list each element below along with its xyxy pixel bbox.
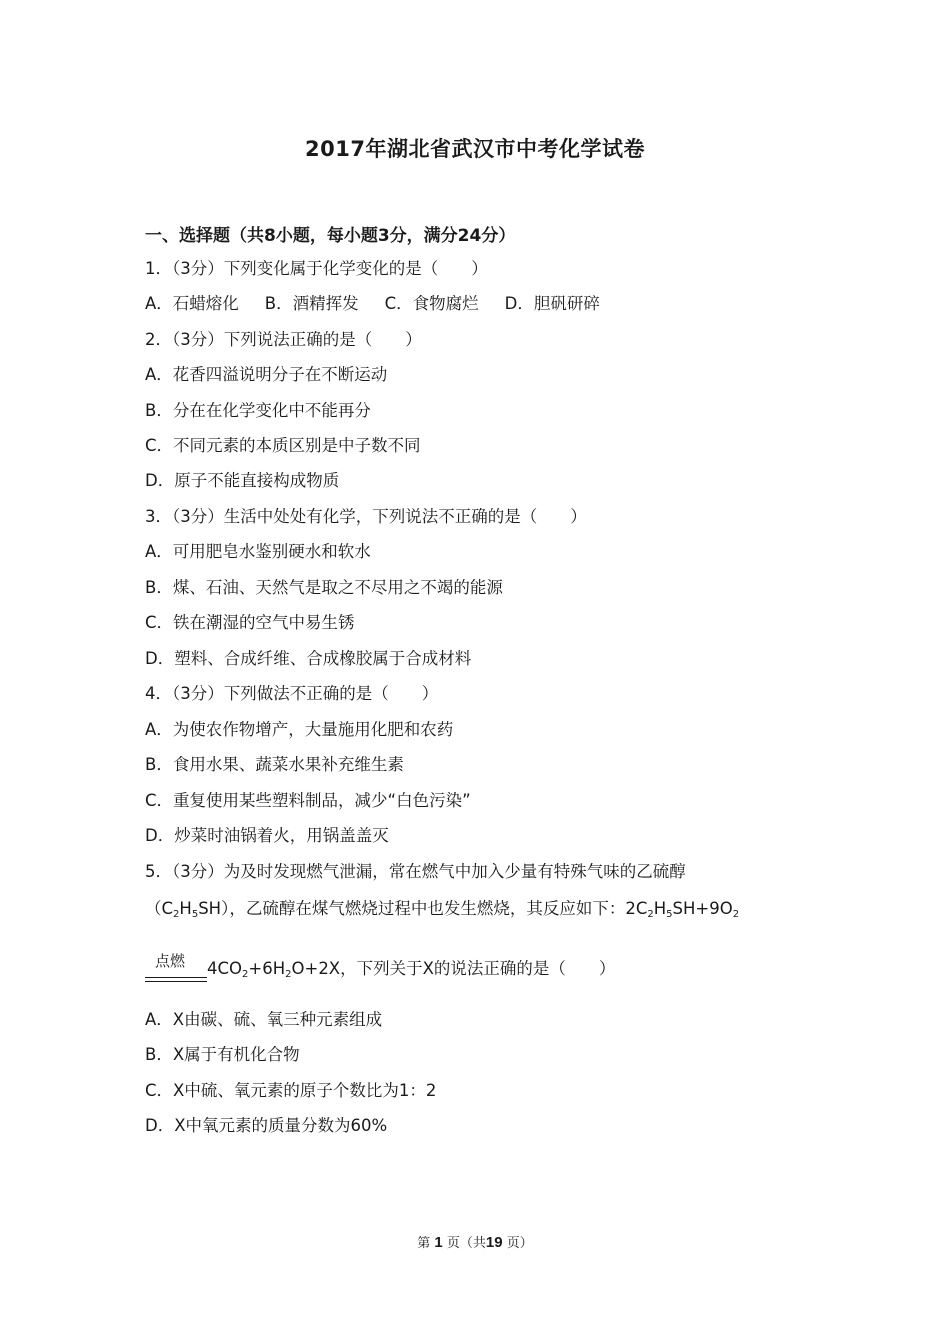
question-4-option-c: C．重复使用某些塑料制品，减少“白色污染”	[145, 791, 471, 810]
question-2-option-d: D．原子不能直接构成物质	[145, 471, 340, 490]
question-5-option-c: C．X中硫、氧元素的原子个数比为1：2	[145, 1081, 437, 1100]
question-1-options	[145, 293, 626, 315]
question-1-option-d: D．胆矾研碎	[504, 294, 600, 313]
question-5-option-b: B．X属于有机化合物	[145, 1045, 300, 1064]
question-1-option-b: B．酒精挥发	[264, 294, 359, 313]
condition-label: 点燃	[155, 952, 186, 970]
question-4-option-d: D．炒菜时油锅着火，用锅盖盖灭	[145, 826, 389, 845]
exam-title: 2017年湖北省武汉市中考化学试卷	[305, 137, 645, 161]
total-pages: 19	[485, 1234, 503, 1251]
reaction-condition	[145, 952, 207, 986]
question-2-stem: 2．（3分）下列说法正确的是（ ）	[145, 330, 422, 349]
question-4-option-b: B．食用水果、蔬菜水果补充维生素	[145, 755, 404, 774]
question-5-option-a: A．X由碳、硫、氧三种元素组成	[145, 1010, 383, 1029]
question-3-option-c: C．铁在潮湿的空气中易生锈	[145, 613, 355, 632]
question-1-option-a: A．石蜡熔化	[145, 294, 239, 313]
question-3-stem: 3．（3分）生活中处处有化学，下列说法不正确的是（ ）	[145, 507, 587, 526]
current-page: 1	[434, 1234, 443, 1251]
page-footer: 第 1 页（共19 页）	[417, 1234, 533, 1251]
question-5-option-d: D．X中氧元素的质量分数为60%	[145, 1116, 388, 1135]
question-5-stem-line-2: $(C_2H_5SH)$，乙硫醇在煤气燃烧过程中也发生燃烧，其反应如下：$2C_2H_5SH+9O_2$	[145, 899, 740, 920]
question-2-option-c: C．不同元素的本质区别是中子数不同	[145, 436, 421, 455]
question-3-option-b: B．煤、石油、天然气是取之不尽用之不竭的能源	[145, 578, 503, 597]
question-2-option-b: B．分在在化学变化中不能再分	[145, 401, 371, 420]
section-heading: 一、选择题（共8小题，每小题3分，满分24分）	[145, 226, 516, 246]
question-4-option-a: A．为使农作物增产，大量施用化肥和农药	[145, 720, 454, 739]
question-2-option-a: A．花香四溢说明分子在不断运动	[145, 365, 388, 384]
question-5-stem-line-3: 点燃 $4CO_2+6H_2O+2X$，下列关于X的说法正确的是（ ）	[145, 958, 615, 986]
question-3-option-a: A．可用肥皂水鉴别硬水和软水	[145, 542, 371, 561]
question-1-stem: 1．（3分）下列变化属于化学变化的是（ ）	[145, 259, 488, 278]
question-1-option-c: C．食物腐烂	[384, 294, 479, 313]
question-5-stem-line-1: 5．（3分）为及时发现燃气泄漏，常在燃气中加入少量有特殊气味的乙硫醇	[145, 862, 686, 881]
question-3-option-d: D．塑料、合成纤维、合成橡胶属于合成材料	[145, 649, 472, 668]
question-4-stem: 4．（3分）下列做法不正确的是（ ）	[145, 684, 439, 703]
